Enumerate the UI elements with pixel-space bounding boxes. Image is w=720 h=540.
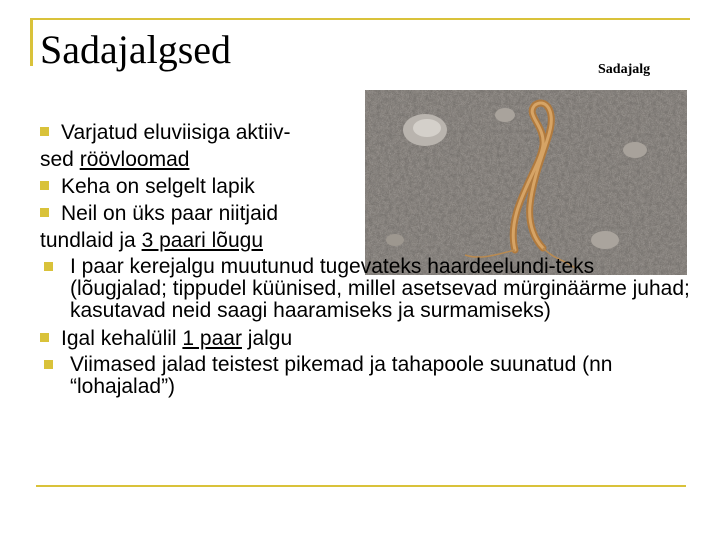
bullet-text: jalgu xyxy=(241,327,293,350)
bullet-item xyxy=(40,325,690,352)
slide-body xyxy=(40,119,690,398)
slide-title: Sadajalgsed xyxy=(40,27,232,72)
top-rule xyxy=(30,18,690,20)
image-caption: Sadajalg xyxy=(598,62,651,77)
square-bullet-icon xyxy=(44,360,53,369)
square-bullet-icon xyxy=(40,333,49,342)
bullet-item xyxy=(40,352,690,398)
bullet-text: Igal kehalülil xyxy=(61,327,183,350)
underlined-text: 3 paari lõugu xyxy=(141,229,264,252)
bullet-item xyxy=(40,200,690,227)
bullet-continuation xyxy=(40,227,690,254)
bullet-text: sed xyxy=(40,148,80,171)
bullet-text: Neil on üks paar niitjaid xyxy=(61,202,279,225)
square-bullet-icon xyxy=(40,181,49,190)
bullet-item xyxy=(40,173,690,200)
bullet-continuation xyxy=(40,146,690,173)
bullet-text: I paar kerejalgu muutunud tugevateks haardeelundi-teks (lõugjalad; tippudel küünised, millel asetsevad mürginäärme juhad; kasutavad neid saagi haaramiseks ja surmamiseks) xyxy=(70,255,690,322)
underlined-text: röövloomad xyxy=(79,148,190,171)
left-rule xyxy=(30,18,33,66)
bottom-rule xyxy=(36,485,686,487)
underlined-text: 1 paar xyxy=(182,327,242,350)
bullet-text: Keha on selgelt lapik xyxy=(61,175,255,198)
bullet-item xyxy=(40,254,690,322)
bullet-text: tundlaid ja xyxy=(40,229,142,252)
square-bullet-icon xyxy=(40,127,49,136)
square-bullet-icon xyxy=(44,262,53,271)
square-bullet-icon xyxy=(40,208,49,217)
bullet-text: Varjatud eluviisiga aktiiv- xyxy=(61,121,291,144)
bullet-text: Viimased jalad teistest pikemad ja tahapoole suunatud (nn “lohajalad”) xyxy=(70,353,613,398)
bullet-item xyxy=(40,119,690,146)
